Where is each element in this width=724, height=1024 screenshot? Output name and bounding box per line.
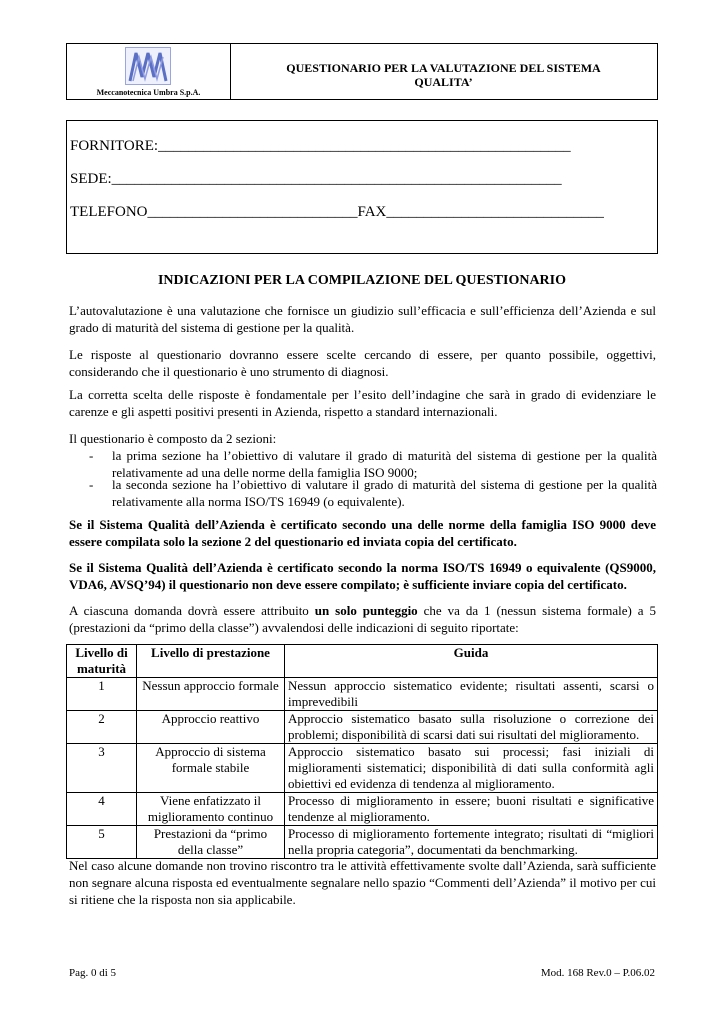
performance-cell: Nessun approccio formale — [137, 678, 285, 711]
level-cell: 1 — [67, 678, 137, 711]
bold-text: Se il Sistema Qualità dell’Azienda è certificato secondo la norma ISO/TS 16949 o equivalente (QS9000, VDA6, AVSQ’94) il questionario non deve essere compilato; è sufficiente inviare copia del certificato. — [69, 560, 656, 592]
guide-cell: Processo di miglioramento in essere; buoni risultati e significative tendenze al miglioramento. — [285, 793, 658, 826]
table-row — [67, 678, 658, 711]
guide-cell: Nessun approccio sistematico evidente; risultati assenti, scarsi o imprevedibili — [285, 678, 658, 711]
telefono-fax-field[interactable]: TELEFONO____________________________FAX_____________________________ — [70, 204, 604, 220]
performance-cell: Prestazioni da “primo della classe” — [137, 826, 285, 859]
level-cell: 3 — [67, 744, 137, 793]
performance-cell: Viene enfatizzato il miglioramento continuo — [137, 793, 285, 826]
column-header: Livello di prestazione — [137, 645, 285, 678]
paragraph-sezioni: Il questionario è composto da 2 sezioni: — [69, 431, 277, 446]
table-row — [67, 744, 658, 793]
bullet-dash: - — [89, 477, 94, 492]
list-item-text: la seconda sezione ha l’obiettivo di valutare il grado di maturità del sistema di gestione per la qualità relativamente alla norma ISO/TS 16949 (o equivalente). — [112, 477, 657, 509]
guide-cell: Approccio sistematico basato sui processi; fasi iniziali di miglioramenti sistematici; disponibilità di dati sulla conformità agli obiettivi ed evidenza di tendenza al miglioramento. — [285, 744, 658, 793]
bullet-dash: - — [89, 448, 94, 463]
document-title: QUESTIONARIO PER LA VALUTAZIONE DEL SISTEMA QUALITA’ — [286, 61, 601, 89]
bold-text: un solo punteggio — [314, 603, 418, 618]
table-row — [67, 711, 658, 744]
text: A ciascuna domanda dovrà essere attribuito — [69, 603, 315, 618]
maturity-table — [66, 644, 658, 859]
supplier-info-box — [66, 120, 658, 254]
guide-cell: Approccio sistematico basato sulla risoluzione o correzione dei problemi; disponibilità di scarsi dati sui risultati del miglioramento. — [285, 711, 658, 744]
paragraph-autovalutazione: L’autovalutazione è una valutazione che fornisce un giudizio sull’efficacia e sull’efficienza dell’Azienda e sul grado di maturità del sistema di gestione per la qualità. — [69, 303, 656, 335]
level-cell: 4 — [67, 793, 137, 826]
paragraph-nota-finale: Nel caso alcune domande non trovino riscontro tra le attività effettivamente svolte dall’Azienda, sarà sufficiente non segnare alcuna risposta ed eventualmente segnalare nello spazio “Commenti dell’Azienda” il motivo per cui si ritiene che la risposta non sia applicabile. — [69, 858, 656, 907]
table-row — [67, 793, 658, 826]
level-cell: 5 — [67, 826, 137, 859]
paragraph-punteggio — [69, 602, 656, 636]
list-item-text: la prima sezione ha l’obiettivo di valutare il grado di maturità del sistema di gestione per la qualità relativamente ad una delle norme della famiglia ISO 9000; — [112, 448, 657, 480]
performance-cell: Approccio reattivo — [137, 711, 285, 744]
performance-cell: Approccio di sistema formale stabile — [137, 744, 285, 793]
section-title: INDICAZIONI PER LA COMPILAZIONE DEL QUESTIONARIO — [157, 273, 567, 288]
column-header: Livello di maturità — [67, 645, 137, 678]
text: che va da 1 (nessun sistema formale) a 5 (prestazioni da “primo della classe”) avvalendosi delle indicazioni di seguito riportate: — [69, 603, 656, 635]
bold-text: Se il Sistema Qualità dell’Azienda è certificato secondo una delle norme della famiglia ISO 9000 deve essere compilata solo la sezione 2 del questionario ed inviata copia del certificato. — [69, 517, 656, 549]
paragraph-risposte: Le risposte al questionario dovranno essere scelte cercando di essere, per quanto possibile, oggettivi, considerando che il questionario è uno strumento di diagnosi. — [69, 347, 656, 379]
sede-field[interactable]: SEDE:____________________________________________________________ — [70, 171, 562, 187]
table-header-row — [67, 645, 658, 678]
paragraph-bold-iso9000 — [69, 516, 656, 550]
paragraph-bold-isots — [69, 559, 656, 593]
guide-cell: Processo di miglioramento fortemente integrato; risultati di “migliori nella propria categoria”, documentati da benchmarking. — [285, 826, 658, 859]
paragraph-corretta-scelta: La corretta scelta delle risposte è fondamentale per l’esito dell’indagine che sarà in grado di evidenziare le carenze e gli aspetti positivi presenti in Azienda, rispetto a standard internazionali. — [69, 387, 656, 419]
column-header: Guida — [285, 645, 658, 678]
logo-cell — [67, 44, 231, 99]
page-number: Pag. 0 di 5 — [69, 967, 117, 979]
module-code: Mod. 168 Rev.0 – P.06.02 — [540, 967, 655, 979]
company-logo — [125, 47, 171, 85]
document-header — [66, 43, 658, 100]
level-cell: 2 — [67, 711, 137, 744]
fornitore-field[interactable]: FORNITORE:_______________________________________________________ — [70, 138, 571, 154]
table-row — [67, 826, 658, 859]
company-name: Meccanotecnica Umbra S.p.A. — [96, 88, 201, 97]
